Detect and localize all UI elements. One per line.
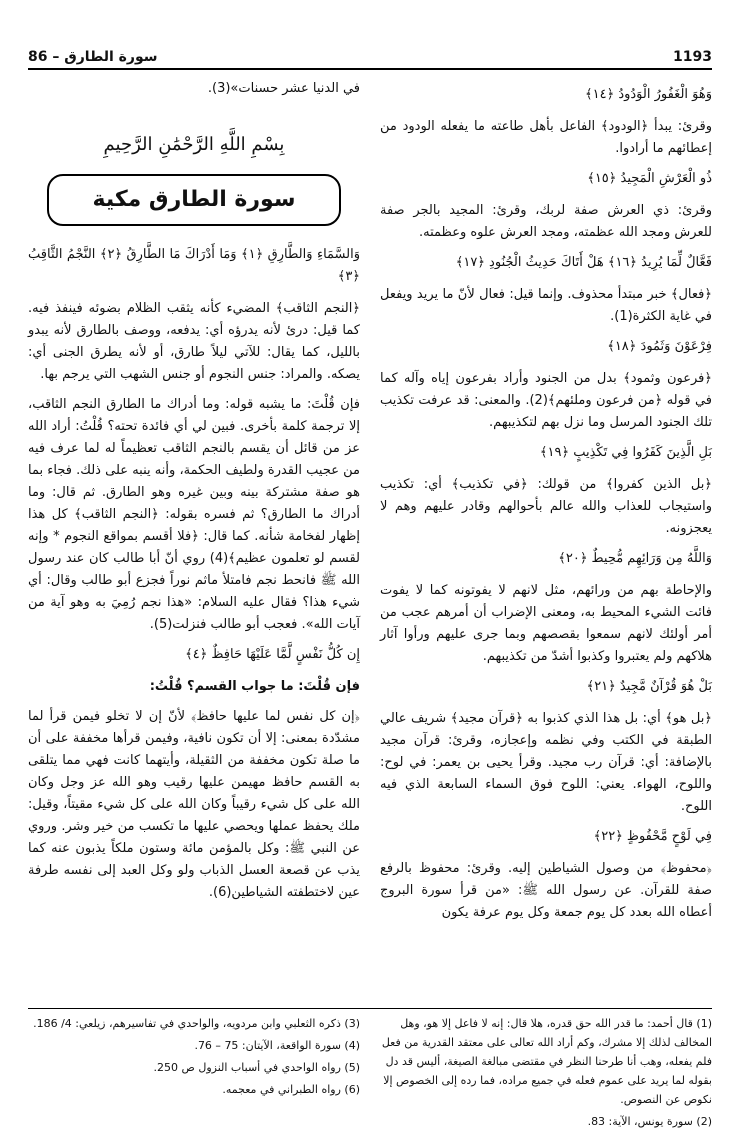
commentary-paragraph: فإن قُلْتَ: ما يشبه قوله: وما أدراك ما الطارق النجم الثاقب، إلا ترجمة كلمة بأخرى. فبين لي أي فائدة تحته؟ قُلْتُ: أراد الله عز من قائل أن يقسم بالنجم الثاقب تعظيماً له لما عرف فيه من عجيب القدرة ولطيف الحكمة، وأنه ينبه على ذلك. فجاء بما هو صفة مشتركة بينه وبين غيره وهو الطارق. ثم قال: وما أدراك ما الطارق؟ ثم فسره بقوله: ﴿النجم الثاقب﴾ كل هذا إظهار لفخامة شأنه. كما قال: ﴿فلا أقسم بمواقع النجوم * وإنه لقسم لو تعلمون عظيم﴾(4) روي أنّ أبا طالب كان عند رسول الله ﷺ فانحط نجم فامتلأ ماثم نوراً فجزع أبو طالب وقال: أي شيء هذا؟ فقال عليه السلام: «هذا نجم رُمِيَ به وهو آية من آيات الله». فعجب أبو طالب فنزلت(5).: [28, 397, 360, 632]
verse-20: وَاللَّهُ مِن وَرَائِهِم مُّحِيطٌ ﴿٢٠﴾: [558, 551, 712, 566]
surah-title: سورة الطارق مكية: [92, 187, 296, 212]
commentary-paragraph: وقرئ: ذي العرش صفة لربك، وقرئ: المجيد بالجر صفة للعرش ومجد الله عظمته، ومجد العرش علوه وعظمته.: [380, 203, 712, 240]
verse-22: فِي لَوْحٍ مَّحْفُوظٍ ﴿٢٢﴾: [593, 829, 712, 844]
footnotes-right: [380, 1014, 712, 1134]
footnote: (6) رواه الطبراني في معجمه.: [222, 1083, 360, 1096]
commentary-paragraph: والإحاطة بهم من ورائهم، مثل لانهم لا يفوتونه كما لا يفوت فائت الشيء المحيط به، ومعنى الإضراب أن أمرهم عجب من أمر أولئك لانهم سمعوا بقصصهم وبما جرى عليهم ورأوا آثار هلاكهم ولم يعتبروا وكذبوا أشدّ من تكذيبهم.: [380, 583, 712, 664]
verse-19: بَلِ الَّذِينَ كَفَرُوا فِي تَكْذِيبٍ ﴿١٩﴾: [539, 445, 712, 460]
page-header: [28, 44, 712, 70]
footnotes-left: [28, 1014, 360, 1102]
footnote: (2) سورة يونس، الآية: 83.: [587, 1115, 712, 1128]
commentary-paragraph: ﴿محفوظ﴾ من وصول الشياطين إليه. وقرئ: محفوظ بالرفع صفة للقرآن. عن رسول الله ﷺ: «من قرأ سورة البروج أعطاه الله بعدد كل يوم جمعة وكل يوم عرفة يكون: [380, 861, 712, 920]
surah-title-box: [47, 174, 341, 226]
commentary-paragraph: ﴿بل هو﴾ أي: بل هذا الذي كذبوا به ﴿قرآن مجيد﴾ شريف عالي الطبقة في الكتب وفي نظمه وإعجازه، وقرئ: قرآن مجيد بالإضافة: أي: قرآن رب مجيد. وقرأ يحيى بن يعمر: في لوح: واللوح، الهواء. يعني: اللوح فوق السماء السابعة الذي فيه اللوح.: [380, 711, 712, 814]
footnote: (5) رواه الواحدي في أسباب النزول ص 250.: [153, 1061, 360, 1074]
verse-21: بَلْ هُوَ قُرْآنٌ مَّجِيدٌ ﴿٢١﴾: [586, 679, 712, 694]
verse-14: وَهُوَ الْغَفُورُ الْوَدُودُ ﴿١٤﴾: [584, 87, 712, 102]
verse-15: ذُو الْعَرْشِ الْمَجِيدُ ﴿١٥﴾: [587, 171, 712, 186]
verse-16-17: فَعَّالٌ لِّمَا يُرِيدُ ﴿١٦﴾ هَلْ أَتَاكَ حَدِيثُ الْجُنُودِ ﴿١٧﴾: [455, 255, 712, 270]
footnote: (3) ذكره الثعلبي وابن مردويه، والواحدي في تفاسيرهم، زيلعي: 4/ 186.: [33, 1017, 360, 1030]
commentary-paragraph: ﴿فعال﴾ خبر مبتدأ محذوف. وإنما قيل: فعال لأنّ ما يريد ويفعل في غاية الكثرة(1).: [380, 287, 712, 324]
commentary-paragraph: ﴿بل الذين كفروا﴾ من قولك: ﴿في تكذيب﴾ أي: تكذيب واستيجاب للعذاب والله عالم بأحوالهم وقادر عليهم وهم لا يعجزونه.: [380, 477, 712, 536]
basmala: بِسْمِ اللَّهِ الرَّحْمَٰنِ الرَّحِيمِ: [103, 134, 285, 155]
verse-4: إِن كُلُّ نَفْسٍ لَّمَّا عَلَيْهَا حَافِظٌ ﴿٤﴾: [185, 647, 360, 662]
commentary-paragraph: ﴿إن كل نفس لما عليها حافظ﴾ لأنّ إن لا تخلو فيمن قرأ لما مشدّدة بمعنى: إلا أن تكون نافية، وفيمن قرأها مخففة على أن ما صلة تكون مخففة من الثقيلة، وأيتهما كانت فهي مما يتلقى به القسم حافظ مهيمن عليها رقيب وهو الله عز وجل وكان الله على كل شيء رقيباً وكان الله على كل شيء مقيتاً، وقيل: ملك يحفظ عملها ويحصي عليها ما تكسب من خير وشر. وروي عن النبي ﷺ: وكل بالمؤمن مائة وستون ملكاً يذبون عنه كما يذب عن قصعة العسل الذباب ولو وكل العبد إلى نفسه طرفة عين لاختطفته الشياطين(6).: [28, 709, 360, 900]
commentary-paragraph: ﴿النجم الثاقب﴾ المضيء كأنه يثقب الظلام بضوئه فينفذ فيه. كما قيل: درئ لأنه يدرؤه أي: يدفعه، ووصف بالطارق لأنه يبدو بالليل، كما يقال: للآتي ليلاً طارق، أو لأنه يطرق الجنى أي: يصكه. والمراد: جنس النجوم أو جنس الشهب التي يرجم بها.: [28, 301, 360, 382]
commentary-paragraph: ﴿فرعون وثمود﴾ بدل من الجنود وأراد بفرعون إياه وآله كما في قوله ﴿من فرعون وملئهم﴾(2). والمعنى: قد عرفت تكذيب تلك الجنود المرسل وما نزل بهم لتكذيبهم.: [380, 371, 712, 430]
question-line: فإن قُلْتَ: ما جواب القسم؟ قُلْتُ:: [149, 679, 360, 694]
verse-1-3: وَالسَّمَاءِ وَالطَّارِقِ ﴿١﴾ وَمَا أَدْرَاكَ مَا الطَّارِقُ ﴿٢﴾ النَّجْمُ الثَّاقِبُ ﴿٣﴾: [28, 247, 360, 284]
footnote-divider: [28, 1008, 712, 1009]
left-column: [28, 78, 360, 912]
page-number: 1193: [673, 49, 712, 65]
footnote: (1) قال أحمد: ما قدر الله حق قدره، هلا قال: إنه لا فاعل إلا هو، وهل المخالف لذلك إلا مشرك، وكم أراد الله تعالى على معتقد القدرية من فعل فلم يفعله، وهب أنا طرحنا النظر في مقتضى مبالغة الصيغة، أليس قد دل بقوله لما يريد على عموم فعله في جميع مراده، فما رده إلى الخصوص إلا نكوص عن النصوص.: [381, 1017, 712, 1106]
surah-reference: 86 – سورة الطارق: [28, 49, 158, 65]
right-column: [380, 78, 712, 932]
verse-18: فِرْعَوْنَ وَثَمُودَ ﴿١٨﴾: [607, 339, 712, 354]
footnote: (4) سورة الواقعة، الآيتان: 75 – 76.: [194, 1039, 360, 1052]
continuation-text: في الدنيا عشر حسنات»(3).: [207, 81, 360, 96]
commentary-paragraph: وقرئ: يبدأ ﴿الودود﴾ الفاعل بأهل طاعته ما يفعله الودود من إعطائهم ما أرادوا.: [380, 119, 712, 156]
